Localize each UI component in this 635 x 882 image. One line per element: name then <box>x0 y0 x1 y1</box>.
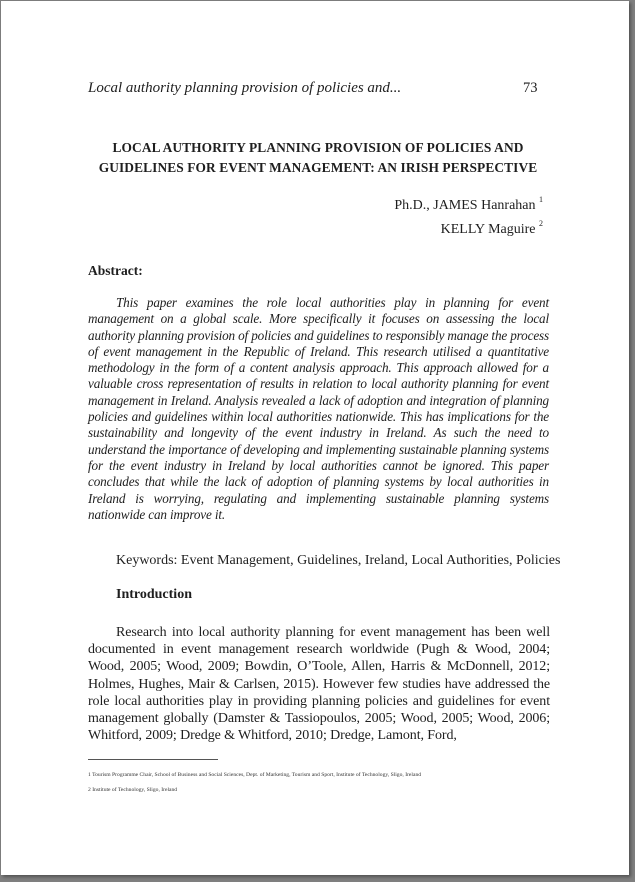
document-page <box>1 1 629 875</box>
title-line-2: GUIDELINES FOR EVENT MANAGEMENT: AN IRISH PERSPECTIVE <box>98 160 538 175</box>
footnote-2: 2 Institute of Technology, Sligo, Ireland <box>88 787 178 793</box>
abstract-heading: Abstract: <box>88 263 143 278</box>
title-line-1: LOCAL AUTHORITY PLANNING PROVISION OF POLICIES AND <box>112 140 524 155</box>
introduction-paragraph: Research into local authority planning for event management has been well documented in event management research worldwide (Pugh & Wood, 2004; Wood, 2005; Wood, 2009; Bowdin, O’Toole, Allen, Harris & McDonnell, 2012; Holmes, Hughes, Mair & Carlsen, 2015). However few studies have addressed the role local authorities play in providing planning policies and guidelines for event management globally (Damster & Tassiopoulos, 2005; Wood, 2005; Wood, 2006; Whitford, 2009; Dredge & Whitford, 2010; Dredge, Lamont, Ford, <box>88 625 550 744</box>
footnote-marker[interactable]: 2 <box>539 219 543 228</box>
author-1 <box>394 191 543 215</box>
author-2 <box>394 215 543 239</box>
keywords-line: Keywords: Event Management, Guidelines, Ireland, Local Authorities, Policies <box>116 553 561 568</box>
running-title: Local authority planning provision of policies and... <box>88 80 402 96</box>
footnote-marker[interactable]: 1 <box>539 195 543 204</box>
author-block <box>394 191 543 239</box>
footnote-divider <box>88 759 218 760</box>
page-number: 73 <box>523 80 538 96</box>
author-name: Ph.D., JAMES Hanrahan <box>394 198 536 213</box>
abstract-text: This paper examines the role local authorities play in planning for event management on a global scale. More specifically it focuses on assessing the local authority planning provision of policies and guidelines to responsibly manage the process of event management in the Republic of Ireland. This research utilised a quantitative methodology in the form of a content analysis approach. This approach allowed for a valuable cross representation of results in relation to local authority planning for event management in Ireland. Analysis revealed a lack of adoption and integration of planning policies and guidelines within local authorities nationwide. This has implications for the sustainability and longevity of the event industry in Ireland. As such the need to understand the importance of developing and implementing sustainable planning systems for the event industry in Ireland by local authorities cannot be ignored. This paper concludes that while the lack of adoption of planning systems by local authorities in Ireland is worrying, regulating and implementing sustainable planning systems nationwide can improve it. <box>88 295 549 522</box>
author-name: KELLY Maguire <box>440 222 536 237</box>
paper-title <box>81 138 555 178</box>
introduction-heading: Introduction <box>116 587 192 602</box>
footnote-1: 1 Tourism Programme Chair, School of Business and Social Sciences, Dept. of Marketing, Tourism and Sport, Institute of Technology, Sligo, Ireland <box>88 772 422 778</box>
